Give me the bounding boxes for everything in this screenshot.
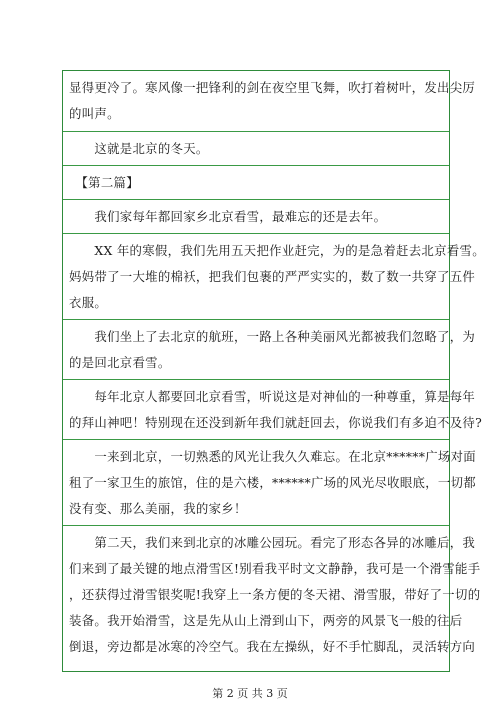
paragraph-line: 的拜山神吧！特别现在还没到新年我们就赶回去，你说我们有多迫不及待? (69, 415, 483, 430)
paragraph-line: 每年北京人都要回北京看雪，听说这是对神仙的一种尊重，算是每年 (69, 389, 476, 404)
paragraph-line: ，还获得过滑雪银奖呢!我穿上一条方便的冬天裙、滑雪服，带好了一切的 (69, 587, 481, 602)
paragraph-cell (63, 319, 476, 379)
paragraph-line: 们来到了最关键的地点滑雪区!别看我平时文文静静，我可是一个滑雪能手 (69, 561, 481, 576)
paragraph-cell (63, 439, 476, 525)
paragraph-line: 我们家每年都回家乡北京看雪，最难忘的还是去年。 (69, 209, 387, 224)
paragraph-line: 【第二篇】 (69, 175, 139, 190)
paragraph-line: 妈妈带了一大堆的棉袄，把我们包裹的严严实实的，数了数一共穿了五件 (69, 269, 476, 284)
paragraph-cell (63, 525, 481, 663)
paragraph-line: 的是回北京看雪。 (69, 355, 171, 370)
paragraph-line: 衣服。 (69, 295, 108, 310)
paragraph-cell (63, 165, 449, 199)
page-footer: 第 2 页 共 3 页 (212, 687, 288, 700)
paragraph-line: 装备。我开始滑雪，这是先从山上滑到山下，两旁的风景飞一般的往后 (69, 613, 463, 628)
essay-text-box (62, 70, 485, 672)
paragraph-line: 没有变、那么美丽，我的家乡！ (69, 501, 247, 516)
paragraph-cell (63, 131, 449, 165)
paragraph-cell (63, 233, 485, 319)
paragraph-line: 一来到北京，一切熟悉的风光让我久久难忘。在北京******广场对面 (69, 449, 476, 464)
paragraph-line: 显得更冷了。寒风像一把锋利的剑在夜空里飞舞，吹打着树叶，发出尖厉 (69, 80, 476, 95)
paragraph-cell (63, 379, 483, 439)
paragraph-cell (63, 199, 449, 233)
paragraph-line: 第二天，我们来到北京的冰雕公园玩。看完了形态各异的冰雕后，我 (69, 535, 476, 550)
paragraph-line: 我们坐上了去北京的航班，一路上各种美丽风光都被我们忽略了，为 (69, 329, 476, 344)
paragraph-line: 这就是北京的冬天。 (69, 141, 209, 156)
paragraph-line: XX 年的寒假，我们先用五天把作业赶完，为的是急着赶去北京看雪。 (69, 243, 485, 258)
paragraph-line: 倒退，旁边都是冰寒的冷空气。我在左操纵，好不手忙脚乱，灵活转方向 (69, 639, 476, 654)
paragraph-cell (63, 71, 476, 131)
paragraph-line: 租了一家卫生的旅馆，住的是六楼，******广场的风光尽收眼底，一切都 (69, 475, 476, 490)
paragraph-line: 的叫声。 (69, 106, 120, 121)
